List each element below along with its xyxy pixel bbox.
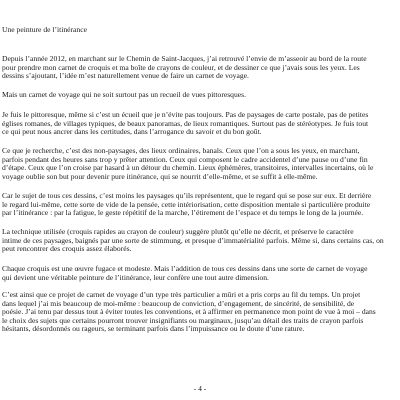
text-line: La technique utilisée (croquis rapides au crayon de couleur) suggère plutôt qu’elle ne décrit, et préserve le caractère <box>2 227 354 236</box>
text-line: le choix des sujets que certains pourront trouver insignifiants ou marginaux, jusqu’au détail des traits de crayon parfois <box>2 315 364 325</box>
text-line: Ce que je recherche, c’est des non-paysages, des lieux ordinaires, banals. Ceux que l’on a sous les yeux, en marchant, <box>2 146 360 155</box>
text-line: qui devient une véritable peinture de l’itinérance, leur confère une tout autre dimension. <box>2 272 269 282</box>
text-line: églises romanes, de villages typiques, de beaux panoramas, de lieux romantiques. Surtout pas de stéréotypes. Je fuis tout <box>2 118 369 128</box>
paragraph <box>2 291 400 334</box>
paragraph <box>2 192 400 218</box>
text-line: C’est ainsi que ce projet de carnet de voyage d’un type très particulier a mûri et a pris corps au fil du temps. Un projet <box>2 290 361 299</box>
text-line: Je fuis le pittoresque, même si c’est un écueil que je n’évite pas toujours. Pas de paysages de carte postale, pas de petites <box>2 110 369 119</box>
text-line: voyage oublie son but pour devenir pure itinérance, qui se nourrit d’elle-même, et se suffit à elle-même. <box>2 171 318 181</box>
text-line: pour prendre mon carnet de croquis et ma boîte de crayons de couleur, et de dessiner ce que j’avais sous les yeux. Les <box>2 62 360 72</box>
text-line: par l’itinérance : par la fatigue, le geste répétitif de la marche, l’étirement de l’espace et du temps le long de la journée. <box>2 208 364 217</box>
document-title: Une peinture de l’itinérance <box>2 25 87 34</box>
page-number: - 4 - <box>193 384 207 393</box>
text-line: Depuis l’année 2012, en marchant sur le Chemin de Saint-Jacques, j’ai retrouvé l’envie de m’asseoir au bord de la route <box>2 54 367 63</box>
paragraph <box>2 111 400 137</box>
paragraph <box>2 147 400 181</box>
paragraph <box>2 228 400 254</box>
text-line: Chaque croquis est une œuvre fugace et modeste. Mais l’addition de tous ces dessins dans une sorte de carnet de voyage <box>2 264 368 273</box>
paragraph <box>2 55 400 81</box>
text-line: dans lequel j’ai mis beaucoup de moi-même : beaucoup de conviction, d’engagement, de sincérité, de sensibilité, de <box>2 298 355 308</box>
text-line: poésie. J’ai tenu par dessus tout à éviter toutes les conventions, et à affirmer en permanence mon point de vue à moi – dans <box>2 307 376 316</box>
text-line: intime de ces paysages, baignés par une sorte de stimmung, et presque d’immatérialité parfois. Même si, dans certains cas, on <box>2 235 384 245</box>
text-line: dessins s’ajoutant, l’idée m’est naturellement venue de faire un carnet de voyage. <box>2 71 249 80</box>
text-line: d’étape. Ceux que l’on croise par hasard à un détour du chemin. Lieux éphémères, transitoires, intervalles incertains, où le <box>2 163 374 172</box>
text-line: ce qui peut nous ancrer dans les certitudes, dans l’arrogance du savoir et du bon goût. <box>2 127 262 136</box>
paragraph <box>2 91 400 100</box>
text-line: peut rencontrer des croquis assez élaborés. <box>2 244 132 253</box>
text-line: hésitants, désordonnés ou rageurs, se terminant parfois dans l’impuissance ou le doute d’une rature. <box>2 324 305 333</box>
paragraph <box>2 265 400 282</box>
text-line: parfois pendant des heures sans trop y prêter attention. Ceux qui composent le cadre accidentel d’une pause ou d’une fin <box>2 154 368 164</box>
text-line: Mais un carnet de voyage qui ne soit surtout pas un recueil de vues pittoresques. <box>2 90 246 99</box>
text-line: le regard lui-même, cette sorte de vide de la pensée, cette intériorisation, cette disposition mentale si particulière produite <box>2 199 371 209</box>
text-line: Car le sujet de tous ces dessins, c’est moins les paysages qu’ils représentent, que le regard qui se pose sur eux. Et derrière <box>2 191 372 200</box>
